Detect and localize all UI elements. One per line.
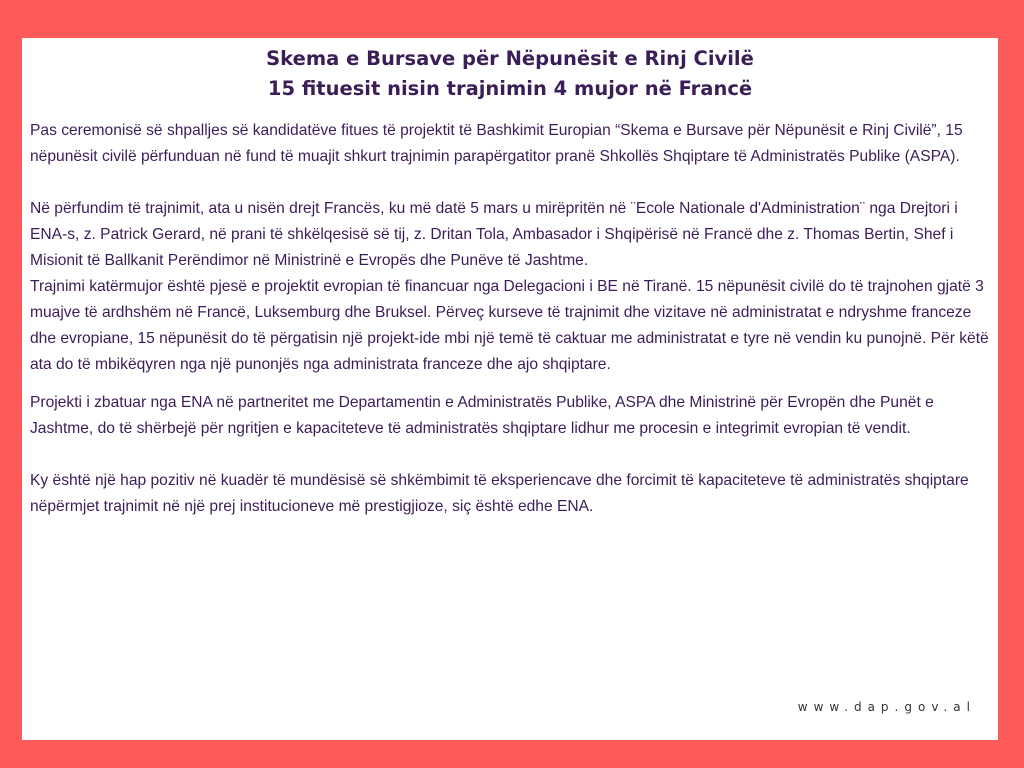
paragraph-intro: Pas ceremonisë së shpalljes së kandidatëve fitues të projektit të Bashkimit Europian “Skema e Bursave për Nëpunësit e Rinj Civilë”, 15 nëpunësit civilë përfunduan në fund të muajit shkurt trajnimin parapërgatitor pranë Shkollës Shqiptare të Administratës Publike (ASPA).: [30, 122, 963, 165]
paragraph-spacer: [30, 170, 992, 196]
title-line-2: 15 fituesit nisin trajnimin 4 mujor në Francë: [267, 77, 753, 100]
paragraph-spacer: [30, 378, 992, 390]
article-title: [22, 44, 998, 104]
article-body: [30, 118, 992, 520]
paragraph-spacer: [30, 442, 992, 468]
paragraph-training: Trajnimi katërmujor është pjesë e projektit evropian të financuar nga Delegacioni i BE në Tiranë. 15 nëpunësit civilë do të trajnohen gjatë 3 muajve të ardhshëm në Francë, Luksemburg dhe Bruksel. Përveç kurseve të trajnimit dhe vizitave në administratat e ndryshme franceze dhe evropiane, 15 nëpunësit do të përgatisin një projekt-ide mbi një temë të caktuar me administratat e tyre në vendin ku punojnë. Për këtë ata do të mbikëqyren nga një punonjës nga administrata franceze dhe ajo shqiptare.: [30, 278, 989, 373]
paragraph-conclusion: Ky është një hap pozitiv në kuadër të mundësisë së shkëmbimit të eksperiencave dhe forcimit të kapaciteteve të administratës shqiptare nëpërmjet trajnimit në një prej institucioneve më prestigjioze, siç është edhe ENA.: [30, 472, 969, 515]
title-line-1: Skema e Bursave për Nëpunësit e Rinj Civilë: [266, 47, 754, 70]
paragraph-project: Projekti i zbatuar nga ENA në partneritet me Departamentin e Administratës Publike, ASPA dhe Ministrinë për Evropën dhe Punët e Jashtme, do të shërbejë për ngritjen e kapaciteteve të administratës shqiptare lidhur me procesin e integrimit evropian të vendit.: [30, 394, 934, 437]
website-url[interactable]: www.dap.gov.al: [797, 700, 976, 714]
paragraph-arrival: Në përfundim të trajnimit, ata u nisën drejt Francës, ku më datë 5 mars u mirëpritën në ¨Ecole Nationale d'Administration¨ nga Drejtori i ENA-s, z. Patrick Gerard, në prani të shkëlqesisë së tij, z. Dritan Tola, Ambasador i Shqipërisë në Francë dhe z. Thomas Bertin, Shef i Misionit të Ballkanit Perëndimor në Ministrinë e Evropës dhe Punëve të Jashtme.: [30, 200, 958, 269]
article-card: [22, 38, 998, 740]
